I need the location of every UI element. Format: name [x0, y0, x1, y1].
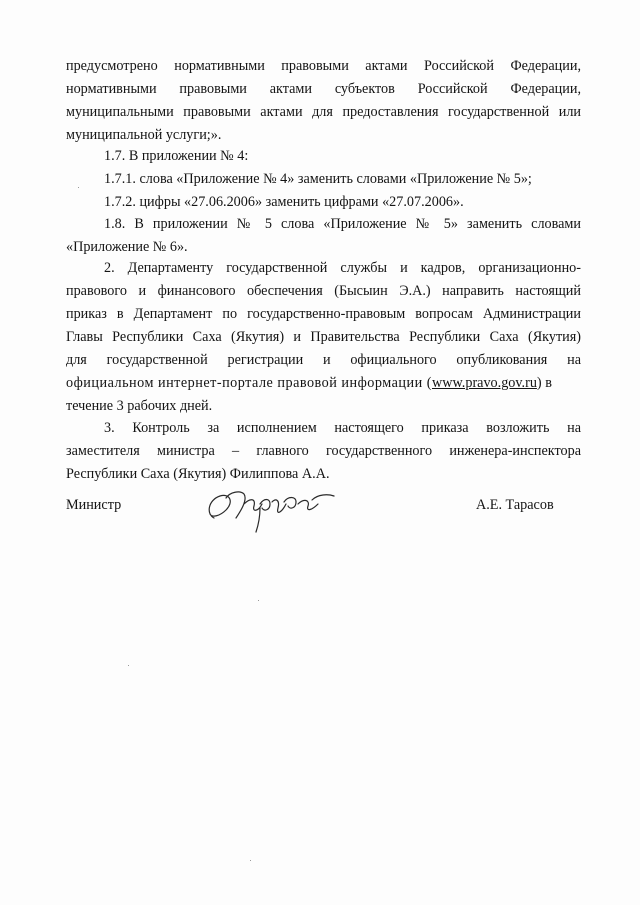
item-3: 3. Контроль за исполнением настоящего приказа возложить на [104, 420, 581, 436]
text-line: правового и финансового обеспечения (Бысыин Э.А.) направить настоящий [66, 283, 581, 299]
text-line: «Приложение № 6». [66, 239, 188, 255]
item-1-7-1: 1.7.1. слова «Приложение № 4» заменить словами «Приложение № 5»; [104, 171, 532, 187]
handwritten-signature [200, 478, 350, 538]
text-segment: ) в [536, 375, 552, 391]
text-line: муниципальными правовыми актами для предоставления государственной или [66, 104, 581, 120]
item-2: 2. Департаменту государственной службы и кадров, организационно- [104, 260, 581, 276]
text-line: нормативными правовыми актами субъектов Российской Федерации, [66, 81, 581, 97]
text-line: течение 3 рабочих дней. [66, 398, 213, 414]
text-line: Главы Республики Саха (Якутия) и Правительства Республики Саха (Якутия) [66, 329, 581, 345]
item-1-7-2: 1.7.2. цифры «27.06.2006» заменить цифрами «27.07.2006». [104, 194, 464, 210]
scan-speck [250, 860, 251, 861]
scan-speck [78, 187, 79, 188]
item-1-8: 1.8. В приложении № 5 слова «Приложение № 5» заменить словами [104, 216, 581, 232]
text-line: для государственной регистрации и официального опубликования на [66, 352, 581, 368]
text-line-with-link [66, 373, 586, 393]
text-segment: официальном интернет-портале правовой информации ( [66, 375, 432, 391]
scan-speck [128, 665, 129, 666]
text-line: предусмотрено нормативными правовыми актами Российской Федерации, [66, 58, 581, 74]
signer-name: А.Е. Тарасов [476, 497, 554, 513]
scan-speck [258, 600, 259, 601]
text-line: приказ в Департамент по государственно-правовым вопросам Администрации [66, 306, 581, 322]
text-line: Республики Саха (Якутия) Филиппова А.А. [66, 466, 330, 482]
item-1-7: 1.7. В приложении № 4: [104, 148, 249, 164]
signer-position: Министр [66, 497, 122, 513]
text-line: муниципальной услуги;». [66, 127, 222, 143]
text-line: заместителя министра – главного государственного инженера-инспектора [66, 443, 581, 459]
pravo-link[interactable]: www.pravo.gov.ru [431, 375, 537, 391]
